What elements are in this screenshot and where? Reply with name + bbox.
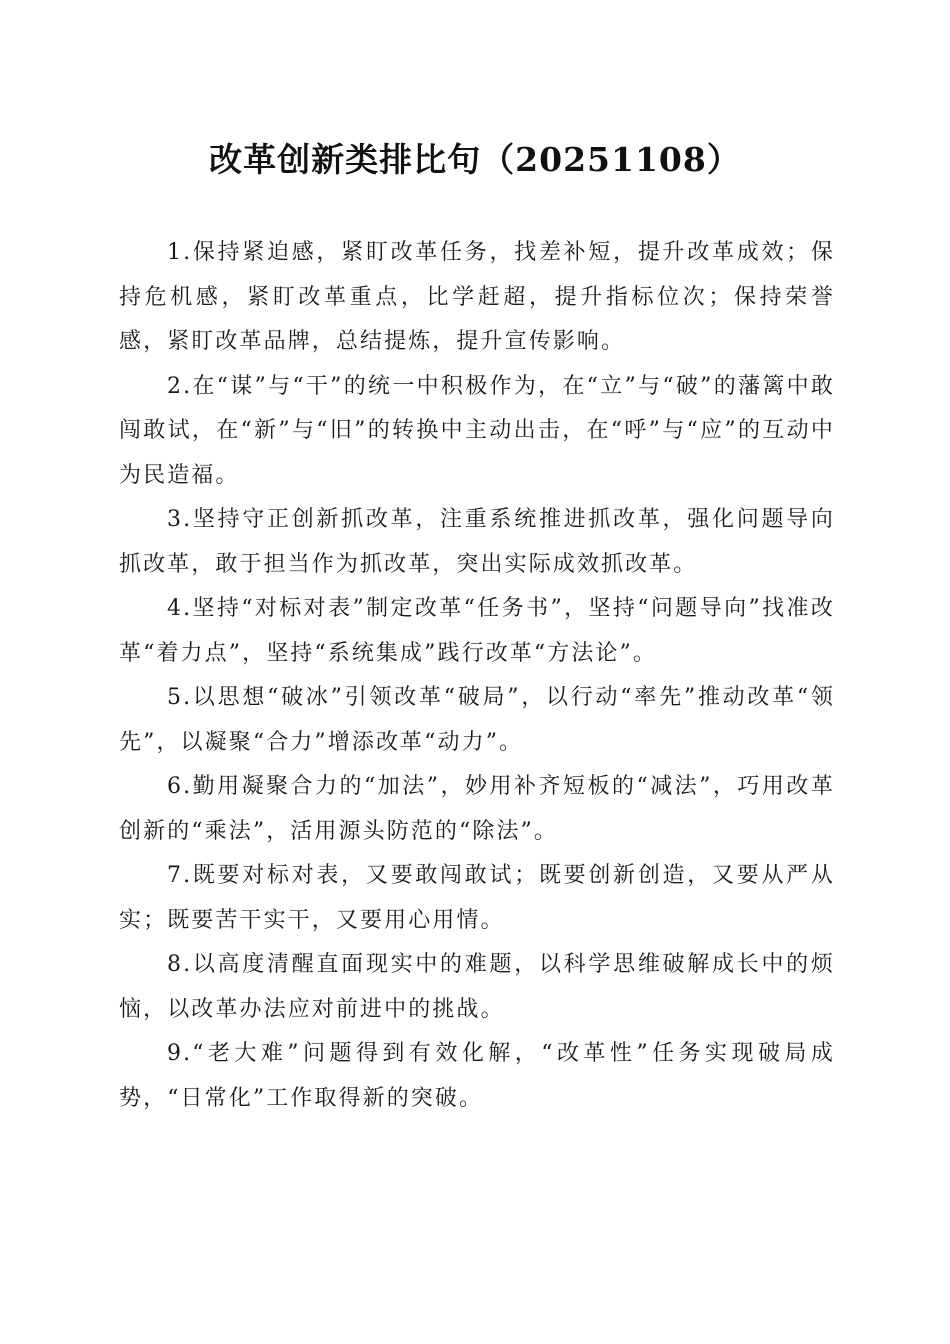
paragraph-6: 6.勤用凝聚合力的“加法”，妙用补齐短板的“减法”，巧用改革创新的“乘法”，活用源头防范的“除法”。 — [119, 774, 835, 844]
paragraph-8: 8.以高度清醒直面现实中的难题，以科学思维破解成长中的烦恼，以改革办法应对前进中的挑战。 — [119, 952, 835, 1022]
paragraph-2: 2.在“谋”与“干”的统一中积极作为，在“立”与“破”的藩篱中敢闯敢试，在“新”与“旧”的转换中主动出击，在“呼”与“应”的互动中为民造福。 — [119, 373, 835, 488]
document-title: 改革创新类排比句（20251108） — [209, 140, 741, 179]
paragraph-9: 9.“老大难”问题得到有效化解，“改革性”任务实现破局成势，“日常化”工作取得新的突破。 — [119, 1041, 835, 1111]
paragraph-5: 5.以思想“破冰”引领改革“破局”，以行动“率先”推动改革“领先”，以凝聚“合力”增添改革“动力”。 — [119, 685, 835, 755]
paragraph-4: 4.坚持“对标对表”制定改革“任务书”，坚持“问题导向”找准改革“着力点”，坚持“系统集成”践行改革“方法论”。 — [119, 596, 835, 666]
paragraph-3: 3.坚持守正创新抓改革，注重系统推进抓改革，强化问题导向抓改革，敢于担当作为抓改革，突出实际成效抓改革。 — [119, 507, 835, 577]
paragraph-7: 7.既要对标对表，又要敢闯敢试；既要创新创造，又要从严从实；既要苦干实干，又要用心用情。 — [119, 863, 835, 933]
document-body — [119, 231, 835, 1121]
paragraph-1: 1.保持紧迫感，紧盯改革任务，找差补短，提升改革成效；保持危机感，紧盯改革重点，比学赶超，提升指标位次；保持荣誉感，紧盯改革品牌，总结提炼，提升宣传影响。 — [119, 240, 835, 354]
